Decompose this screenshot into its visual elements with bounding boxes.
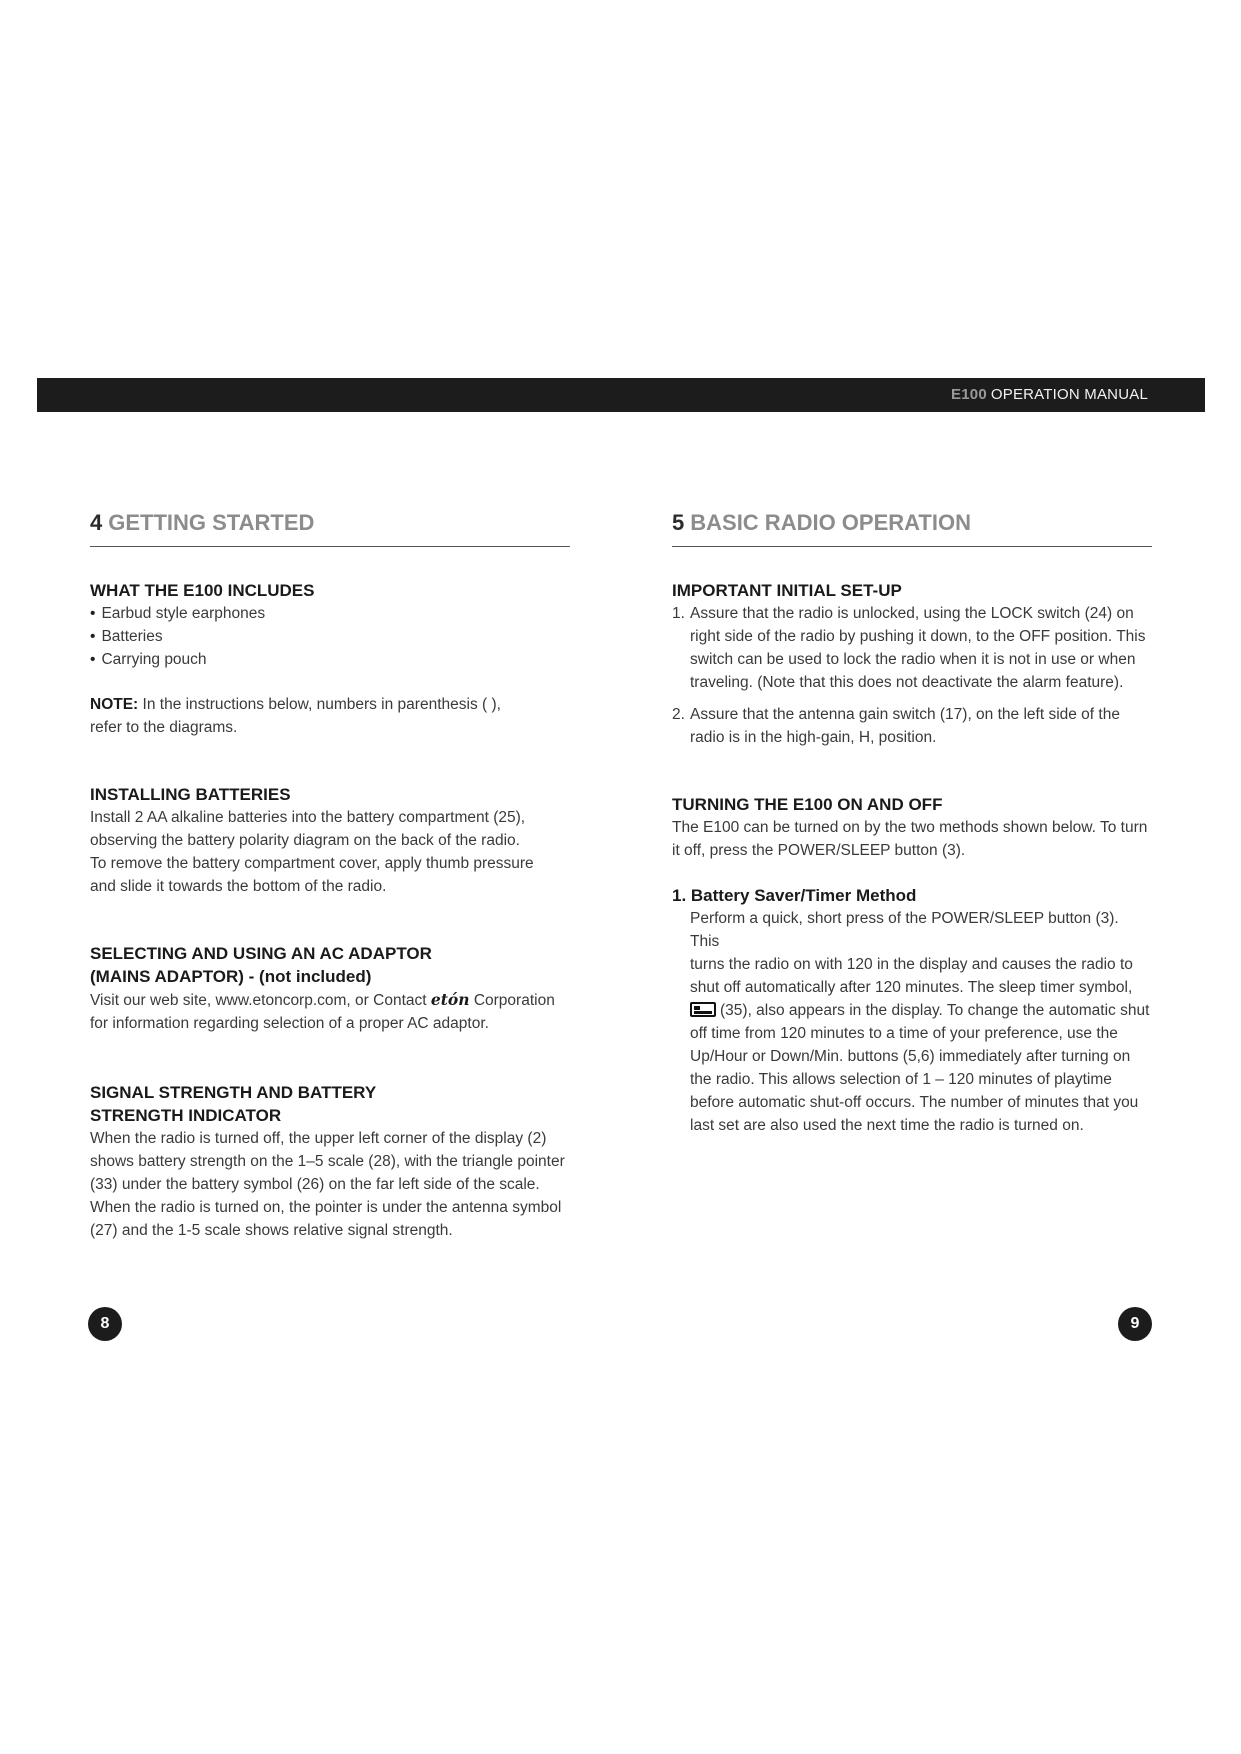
manual-title <box>951 386 1148 403</box>
includes-list <box>90 602 570 671</box>
signal-heading: SIGNAL STRENGTH AND BATTERY STRENGTH INDICATOR <box>90 1083 377 1125</box>
page-number-9: 9 <box>1118 1307 1152 1341</box>
section-4-title: 4 GETTING STARTED <box>90 510 570 547</box>
list-item: • Earbud style earphones <box>90 602 570 625</box>
sleep-timer-icon <box>690 1002 716 1017</box>
method-text: Perform a quick, short press of the POWER/SLEEP button (3). This turns the radio on with 120 in the display and causes the radio to shut off automatically after 120 minutes. The sleep timer symbol, (35), also appears in the display. To change the automatic shut off time from 120 minutes to a time of your preference, use the Up/Hour or Down/Min. buttons (5,6) immediately after turning on the radio. This allows selection of 1 – 120 minutes of playtime before automatic shut-off occurs. The number of minutes that you last set are also used the next time the radio is turned on. <box>690 910 1150 1134</box>
list-item: • Batteries <box>90 625 570 648</box>
note-paragraph: NOTE: In the instructions below, numbers in parenthesis ( ), refer to the diagrams. <box>90 696 501 736</box>
adaptor-heading: SELECTING AND USING AN AC ADAPTOR (MAINS ADAPTOR) - (not included) <box>90 944 432 986</box>
manual-title-text: OPERATION MANUAL <box>990 386 1148 403</box>
list-item: • Carrying pouch <box>90 648 570 671</box>
includes-heading: WHAT THE E100 INCLUDES <box>90 581 315 600</box>
signal-text: When the radio is turned off, the upper left corner of the display (2) shows battery strength on the 1–5 scale (28), with the triangle pointer (33) under the battery symbol (26) on the far left side of the scale. When the radio is turned on, the pointer is under the antenna symbol (27) and the 1-5 scale shows relative signal strength. <box>90 1130 565 1239</box>
list-item: 1. Assure that the radio is unlocked, using the LOCK switch (24) on right side of the radio by pushing it down, to the OFF position. This switch can be used to lock the radio when it is not in use or when traveling. (Note that this does not deactivate the alarm feature). <box>672 605 1146 691</box>
left-page <box>90 510 570 1242</box>
onoff-text: The E100 can be turned on by the two methods shown below. To turn it off, press the POWER/SLEEP button (3). <box>672 819 1148 859</box>
model-name: E100 <box>951 386 987 403</box>
setup-steps <box>672 602 1152 749</box>
setup-heading: IMPORTANT INITIAL SET-UP <box>672 581 902 600</box>
batteries-text: Install 2 AA alkaline batteries into the battery compartment (25), observing the battery polarity diagram on the back of the radio. To remove the battery compartment cover, apply thumb pressure and slide it towards the bottom of the radio. <box>90 809 534 895</box>
eton-brand: etón <box>430 990 470 1009</box>
right-page <box>672 510 1152 1137</box>
method-heading: 1. Battery Saver/Timer Method <box>672 886 917 905</box>
header-bar <box>37 378 1205 412</box>
onoff-heading: TURNING THE E100 ON AND OFF <box>672 795 943 814</box>
page-number-8: 8 <box>88 1307 122 1341</box>
section-5-title: 5 BASIC RADIO OPERATION <box>672 510 1152 547</box>
batteries-heading: INSTALLING BATTERIES <box>90 785 291 804</box>
list-item: 2. Assure that the antenna gain switch (17), on the left side of the radio is in the high-gain, H, position. <box>672 706 1120 746</box>
adaptor-text: Visit our web site, www.etoncorp.com, or Contact etón Corporation for information regarding selection of a proper AC adaptor. <box>90 990 555 1032</box>
